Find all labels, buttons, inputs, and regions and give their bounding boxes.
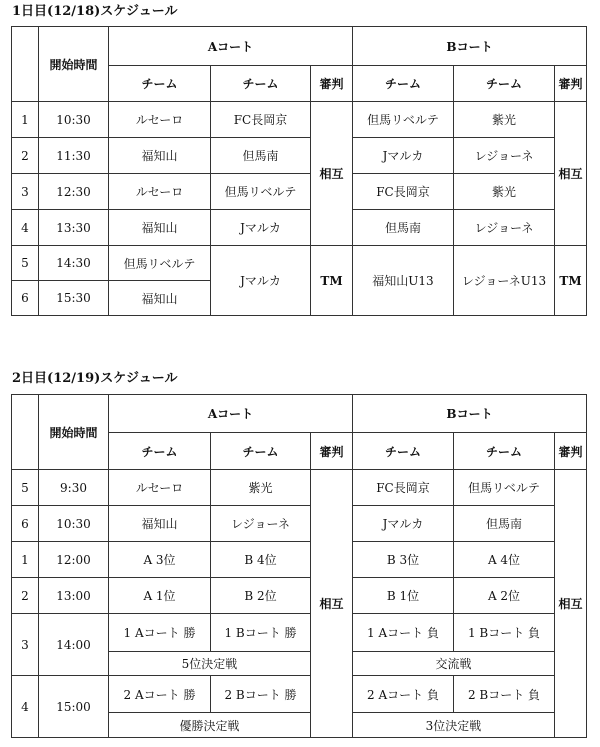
court-b-team-2: レジョーネ xyxy=(454,138,555,174)
court-a-team-2: レジョーネ xyxy=(211,506,311,542)
court-a-team-2: 但馬リベルテ xyxy=(211,174,311,210)
court-b-match-label: 交流戦 xyxy=(353,652,555,676)
court-b-team-2: 1 Bコート 負 xyxy=(454,614,555,652)
header-team: チーム xyxy=(353,433,454,470)
start-time: 15:30 xyxy=(39,281,109,316)
court-b-team-2: A 2位 xyxy=(454,578,555,614)
header-referee: 審判 xyxy=(311,433,353,470)
court-a-team-1: 福知山 xyxy=(109,138,211,174)
court-a-referee: 相互 xyxy=(311,470,353,738)
court-a-team-1: 福知山 xyxy=(109,506,211,542)
match-number: 3 xyxy=(12,174,39,210)
header-referee: 審判 xyxy=(311,66,353,102)
match-number: 5 xyxy=(12,470,39,506)
court-b-referee: 相互 xyxy=(555,470,587,738)
day2-title: 2日目(12/19)スケジュール xyxy=(12,371,178,386)
start-time: 10:30 xyxy=(39,506,109,542)
start-time: 14:30 xyxy=(39,246,109,281)
court-b-referee: 相互 xyxy=(555,102,587,246)
court-a-team-1: 1 Aコート 勝 xyxy=(109,614,211,652)
court-b-team-1: 2 Aコート 負 xyxy=(353,676,454,713)
court-b-team-1: B 1位 xyxy=(353,578,454,614)
court-b-team-1: 福知山U13 xyxy=(353,246,454,316)
day2-schedule-table xyxy=(11,394,587,738)
court-b-team-2: 紫光 xyxy=(454,102,555,138)
court-a-team-2: B 2位 xyxy=(211,578,311,614)
start-time: 12:30 xyxy=(39,174,109,210)
start-time: 14:00 xyxy=(39,614,109,676)
match-number: 6 xyxy=(12,506,39,542)
match-number: 4 xyxy=(12,676,39,738)
match-number: 1 xyxy=(12,102,39,138)
header-start-time: 開始時間 xyxy=(39,395,109,470)
court-b-team-1: Jマルカ xyxy=(353,506,454,542)
header-team: チーム xyxy=(454,66,555,102)
header-no xyxy=(12,27,39,102)
court-b-team-1: 但馬リベルテ xyxy=(353,102,454,138)
match-number: 1 xyxy=(12,542,39,578)
day1-schedule-table xyxy=(11,26,587,316)
court-b-team-1: FC長岡京 xyxy=(353,470,454,506)
court-b-team-1: B 3位 xyxy=(353,542,454,578)
court-a-team-1: ルセーロ xyxy=(109,174,211,210)
court-a-team-1: 但馬リベルテ xyxy=(109,246,211,281)
court-b-team-2: 但馬リベルテ xyxy=(454,470,555,506)
court-a-team-1: A 1位 xyxy=(109,578,211,614)
court-b-referee: TM xyxy=(555,246,587,316)
start-time: 9:30 xyxy=(39,470,109,506)
court-b-team-2: A 4位 xyxy=(454,542,555,578)
court-a-team-1: 2 Aコート 勝 xyxy=(109,676,211,713)
court-b-team-1: FC長岡京 xyxy=(353,174,454,210)
court-b-team-1: 但馬南 xyxy=(353,210,454,246)
header-team: チーム xyxy=(211,66,311,102)
start-time: 11:30 xyxy=(39,138,109,174)
header-court-b: Bコート xyxy=(353,27,587,66)
match-number: 3 xyxy=(12,614,39,676)
day1-title: 1日目(12/18)スケジュール xyxy=(12,4,178,19)
court-a-team-1: ルセーロ xyxy=(109,470,211,506)
court-b-team-2: 2 Bコート 負 xyxy=(454,676,555,713)
court-a-team-1: ルセーロ xyxy=(109,102,211,138)
court-b-match-label: 3位決定戦 xyxy=(353,713,555,738)
match-number: 2 xyxy=(12,578,39,614)
court-b-team-1: 1 Aコート 負 xyxy=(353,614,454,652)
header-start-time: 開始時間 xyxy=(39,27,109,102)
court-a-team-2: B 4位 xyxy=(211,542,311,578)
court-a-referee: 相互 xyxy=(311,102,353,246)
court-b-team-1: Jマルカ xyxy=(353,138,454,174)
court-a-team-1: A 3位 xyxy=(109,542,211,578)
match-number: 2 xyxy=(12,138,39,174)
header-court-b: Bコート xyxy=(353,395,587,433)
start-time: 13:00 xyxy=(39,578,109,614)
match-number: 6 xyxy=(12,281,39,316)
start-time: 10:30 xyxy=(39,102,109,138)
match-number: 4 xyxy=(12,210,39,246)
header-team: チーム xyxy=(454,433,555,470)
court-a-team-2: Jマルカ xyxy=(211,246,311,316)
header-no xyxy=(12,395,39,470)
header-team: チーム xyxy=(211,433,311,470)
header-referee: 審判 xyxy=(555,433,587,470)
court-a-team-1: 福知山 xyxy=(109,281,211,316)
court-a-match-label: 5位決定戦 xyxy=(109,652,311,676)
court-b-team-2: レジョーネ xyxy=(454,210,555,246)
court-b-team-2: 紫光 xyxy=(454,174,555,210)
court-a-team-2: 2 Bコート 勝 xyxy=(211,676,311,713)
match-number: 5 xyxy=(12,246,39,281)
header-team: チーム xyxy=(353,66,454,102)
header-team: チーム xyxy=(109,433,211,470)
court-a-referee: TM xyxy=(311,246,353,316)
header-court-a: Aコート xyxy=(109,27,353,66)
court-a-team-2: 紫光 xyxy=(211,470,311,506)
court-a-team-2: 但馬南 xyxy=(211,138,311,174)
court-a-team-1: 福知山 xyxy=(109,210,211,246)
header-referee: 審判 xyxy=(555,66,587,102)
court-a-match-label: 優勝決定戦 xyxy=(109,713,311,738)
court-a-team-2: Jマルカ xyxy=(211,210,311,246)
court-a-team-2: FC長岡京 xyxy=(211,102,311,138)
start-time: 15:00 xyxy=(39,676,109,738)
header-court-a: Aコート xyxy=(109,395,353,433)
court-b-team-2: 但馬南 xyxy=(454,506,555,542)
header-team: チーム xyxy=(109,66,211,102)
start-time: 12:00 xyxy=(39,542,109,578)
court-b-team-2: レジョーネU13 xyxy=(454,246,555,316)
court-a-team-2: 1 Bコート 勝 xyxy=(211,614,311,652)
start-time: 13:30 xyxy=(39,210,109,246)
